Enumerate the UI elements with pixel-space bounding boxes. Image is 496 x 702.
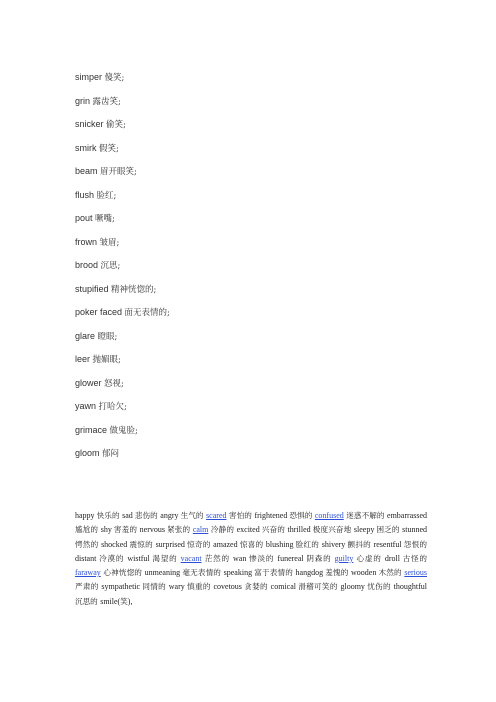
chinese-gloss: 害羞的	[113, 525, 140, 535]
english-word: shocked	[101, 539, 130, 549]
english-word: blushing	[265, 539, 296, 549]
vocab-chinese-meaning: 打哈欠;	[98, 402, 127, 412]
chinese-gloss: 同情的	[142, 582, 169, 592]
vocabulary-list	[75, 70, 170, 470]
word-link[interactable]: serious	[404, 568, 427, 578]
vocab-english-word: gloom	[75, 448, 100, 458]
chinese-gloss: 悲伤的	[134, 511, 161, 520]
vocab-chinese-meaning: 脸红;	[96, 190, 117, 201]
chinese-gloss: 冷静的	[208, 525, 237, 535]
vocab-item	[75, 305, 170, 329]
vocab-chinese-meaning: 假笑;	[99, 143, 119, 154]
chinese-gloss: 木然的	[378, 568, 405, 578]
english-word: shivery	[321, 539, 348, 549]
english-word: funereal	[277, 553, 307, 563]
chinese-gloss: 心神恍惚的	[100, 568, 145, 578]
english-word: wan	[233, 553, 250, 563]
english-word: covetous	[213, 582, 245, 592]
chinese-gloss: 滑稽可笑的	[298, 582, 341, 592]
english-word: frightened	[254, 511, 290, 520]
chinese-gloss: 震惊的	[129, 539, 156, 549]
vocab-item	[75, 94, 170, 118]
vocab-item	[75, 188, 170, 212]
chinese-gloss: 心虚的	[353, 553, 385, 563]
vocab-item	[75, 352, 170, 376]
english-word: sad	[122, 511, 135, 520]
english-word: excited	[236, 525, 262, 535]
vocab-english-word: simper	[75, 72, 103, 82]
chinese-gloss: 恐惧的	[289, 511, 315, 520]
vocab-chinese-meaning: 做鬼脸;	[109, 425, 138, 436]
vocab-english-word: beam	[75, 166, 98, 176]
word-link[interactable]: guilty	[334, 553, 354, 563]
word-link[interactable]: confused	[314, 511, 344, 520]
vocab-item	[75, 446, 170, 470]
chinese-gloss: 快乐的	[96, 511, 123, 520]
vocab-item	[75, 258, 170, 282]
english-word: embarrassed	[387, 511, 428, 520]
vocab-chinese-meaning: 露齿笑;	[92, 96, 121, 107]
chinese-gloss: 笑	[120, 596, 128, 606]
vocab-chinese-meaning: 皱眉;	[99, 237, 120, 248]
vocab-item	[75, 423, 170, 447]
vocab-english-word: grin	[75, 95, 91, 106]
vocab-english-word: grimace	[75, 424, 108, 435]
chinese-gloss: 迷惑不解的	[343, 511, 388, 520]
vocab-english-word: smirk	[75, 142, 97, 153]
vocab-chinese-meaning: 瞪眼;	[97, 331, 118, 342]
english-word: wary	[168, 582, 188, 592]
chinese-gloss: 愕然的	[75, 539, 102, 549]
chinese-gloss: 茫然的	[201, 553, 234, 563]
english-word: thrilled	[287, 525, 313, 535]
english-word: ),	[127, 596, 133, 606]
vocab-chinese-meaning: 抛媚眼;	[92, 355, 121, 365]
english-word: shy	[100, 525, 114, 535]
vocab-english-word: brood	[75, 260, 99, 270]
vocab-english-word: poker faced	[75, 307, 123, 317]
english-word: surprised	[155, 539, 188, 549]
vocab-item	[75, 399, 170, 423]
vocab-item	[75, 211, 170, 235]
chinese-gloss: 冷漠的	[99, 553, 128, 563]
vocab-chinese-meaning: 郁闷	[102, 449, 120, 459]
vocab-english-word: yawn	[75, 401, 97, 411]
chinese-gloss: 颤抖的	[347, 539, 374, 549]
english-word: nervous	[139, 525, 168, 535]
chinese-gloss: 怨恨的	[403, 539, 428, 549]
vocab-english-word: flush	[75, 189, 95, 200]
vocab-chinese-meaning: 怒视;	[104, 378, 124, 389]
english-word: sympathetic	[101, 582, 143, 592]
chinese-gloss: 惊喜的	[239, 539, 266, 549]
vocab-english-word: snicker	[75, 119, 104, 129]
chinese-gloss: 羞愧的	[325, 568, 352, 578]
chinese-gloss: 惊奇的	[187, 539, 214, 549]
vocab-item	[75, 164, 170, 188]
chinese-gloss: 忧伤的	[367, 582, 394, 592]
chinese-gloss: 贪婪的	[244, 582, 271, 592]
english-word: stunned	[402, 525, 428, 535]
word-link[interactable]: calm	[192, 525, 209, 535]
chinese-gloss: 古怪的	[402, 553, 428, 563]
chinese-gloss: 严肃的	[75, 582, 102, 592]
chinese-gloss: 脸红的	[295, 539, 322, 549]
vocab-item	[75, 235, 170, 259]
vocab-item	[75, 70, 170, 94]
english-word: happy	[75, 511, 97, 520]
english-word: wistful	[127, 553, 153, 563]
chinese-gloss: 慎重的	[187, 582, 214, 592]
vocab-item	[75, 141, 170, 165]
vocab-item	[75, 117, 170, 141]
chinese-gloss: 生气的	[180, 511, 207, 520]
word-link[interactable]: scared	[206, 511, 227, 520]
chinese-gloss: 惨淡的	[249, 553, 278, 563]
chinese-gloss: 尴尬的	[75, 525, 101, 535]
vocab-chinese-meaning: 面无表情的;	[124, 308, 170, 318]
chinese-gloss: 极度兴奋地	[312, 525, 354, 535]
vocab-chinese-meaning: 偷笑;	[106, 120, 126, 130]
chinese-gloss: 害怕的	[226, 511, 255, 520]
chinese-gloss: 渴望的	[152, 553, 181, 563]
vocab-chinese-meaning: 眉开眼笑;	[100, 167, 137, 177]
emotion-adjectives-paragraph	[75, 509, 427, 609]
vocab-english-word: glower	[75, 377, 102, 388]
vocab-item	[75, 329, 170, 353]
chinese-gloss: 阴森的	[306, 553, 335, 563]
vocab-chinese-meaning: 噘嘴;	[95, 214, 115, 224]
vocab-english-word: pout	[75, 213, 93, 223]
english-word: hangdog	[295, 568, 326, 578]
english-word: wooden	[351, 568, 379, 578]
chinese-gloss: 困乏的	[376, 525, 403, 535]
word-link[interactable]: vacant	[180, 553, 202, 563]
vocab-english-word: glare	[75, 330, 96, 341]
english-word: unmeaning	[144, 568, 183, 578]
chinese-gloss: 紧张的	[167, 525, 193, 535]
english-word: angry	[160, 511, 181, 520]
vocab-item	[75, 376, 170, 400]
vocab-chinese-meaning: 精神恍惚的;	[111, 284, 157, 295]
vocab-item	[75, 282, 170, 306]
chinese-gloss: 富于表情的	[254, 568, 296, 578]
word-link[interactable]: faraway	[75, 568, 101, 578]
vocab-english-word: stupified	[75, 283, 109, 294]
english-word: distant	[75, 553, 100, 563]
chinese-gloss: 兴奋的	[261, 525, 288, 535]
vocab-chinese-meaning: 沉思;	[100, 261, 121, 271]
chinese-gloss: 毫无表情的	[182, 568, 224, 578]
chinese-gloss: 沉思的	[75, 596, 101, 606]
english-word: thoughtful	[393, 582, 427, 592]
english-word: droll	[384, 553, 403, 563]
english-word: resentful	[373, 539, 404, 549]
vocab-english-word: frown	[75, 236, 98, 247]
vocab-english-word: leer	[75, 354, 91, 364]
english-word: amazed	[213, 539, 240, 549]
english-word: gloomy	[340, 582, 368, 592]
english-word: smile(	[100, 596, 121, 606]
english-word: speaking	[223, 568, 255, 578]
english-word: comical	[270, 582, 299, 592]
english-word: sleepy	[353, 525, 377, 535]
vocab-chinese-meaning: 傻笑;	[104, 73, 125, 83]
